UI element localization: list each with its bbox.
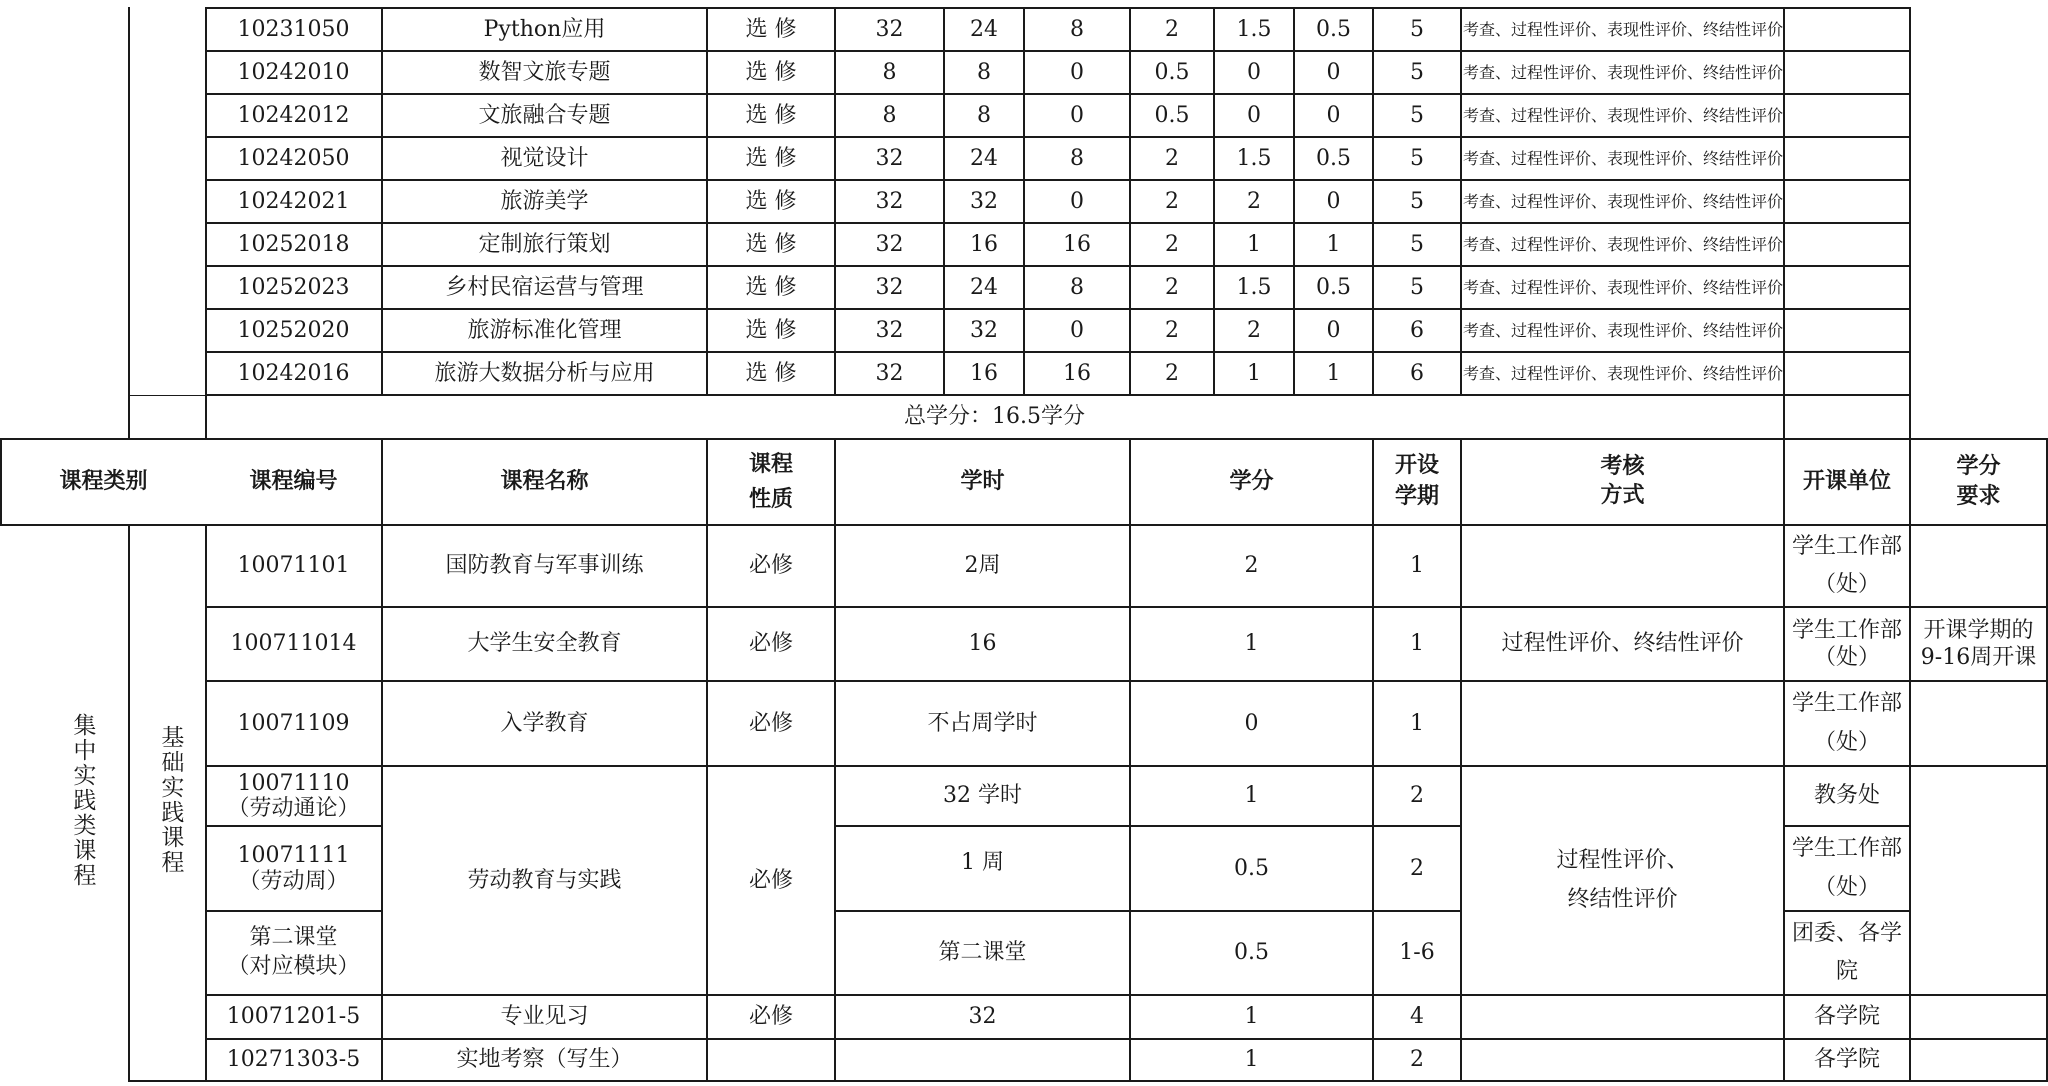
table-cell-theory-credit: 1.5 [1236,145,1272,171]
table-cell-credit: 2 [1165,188,1179,214]
table-cell-code: 10242021 [237,188,350,214]
table-cell-practice-credit: 0.5 [1316,145,1351,171]
table-cell-nature: 必修 [748,1004,793,1030]
table-cell-theory-credit: 0 [1247,59,1261,85]
header-term: 开设 学期 [1394,453,1439,509]
table-cell-code: 10071110 （劳动通论） [227,770,360,821]
header-name: 课程名称 [500,469,589,495]
table-cell-name: 旅游标准化管理 [467,317,622,343]
table-cell-nature: 选 修 [745,274,797,300]
table-cell-unit: 学生工作部 （处） [1791,533,1902,597]
table-cell-theory-hours: 16 [970,231,998,257]
table-cell-code: 第二课堂 （对应模块） [227,925,360,979]
table-cell-term: 5 [1410,188,1424,214]
table-cell-hours: 32 [875,16,904,42]
table-cell-theory-credit: 1 [1247,360,1261,386]
table-cell-hours: 不占周学时 [927,710,1038,736]
header-category: 课程类别 [59,469,148,495]
table-cell-code: 10252018 [237,231,350,257]
table-cell-assessment: 考查、过程性评价、表现性评价、终结性评价 [1462,234,1783,254]
table-cell-theory-hours: 16 [970,360,998,386]
table-cell-nature: 选 修 [745,360,797,386]
table-cell-code: 10242010 [237,59,350,85]
table-cell-practice-hours: 16 [1063,360,1091,386]
table-cell-credit: 2 [1165,360,1179,386]
table-cell-practice-hours: 8 [1070,16,1084,42]
table-cell-unit: 教务处 [1813,783,1880,809]
table-cell-practice-credit: 0 [1326,102,1341,128]
table-cell-practice-credit: 0 [1326,59,1341,85]
table-cell-hours: 32 学时 [943,783,1022,809]
table-cell-assessment: 考查、过程性评价、表现性评价、终结性评价 [1462,62,1783,82]
table-cell-term: 2 [1410,1047,1424,1073]
table-cell-practice-credit: 0.5 [1316,16,1351,42]
table-cell-theory-hours: 8 [977,59,991,85]
table-cell-credit: 0.5 [1154,59,1190,85]
table-cell-theory-credit: 1.5 [1236,274,1272,300]
table-cell-hours: 8 [882,59,897,85]
table-cell-term: 4 [1410,1004,1424,1030]
table-cell-credit: 0.5 [1234,855,1269,881]
category-label: 集中实践类课程 [69,712,96,888]
table-cell-hours: 32 [875,231,904,257]
table-cell-theory-hours: 24 [970,16,998,42]
table-cell-practice-hours: 8 [1070,274,1084,300]
table-cell-assessment: 考查、过程性评价、表现性评价、终结性评价 [1462,19,1783,39]
table-cell-hours: 32 [875,145,904,171]
header-hours: 学时 [960,469,1005,495]
table-cell-name: 实地考察（写生） [456,1047,633,1073]
table-cell-name: 乡村民宿运营与管理 [445,274,644,300]
table-cell-practice-hours: 8 [1070,145,1084,171]
table-cell-credit: 2 [1165,317,1179,343]
table-cell-code: 10242012 [237,102,350,128]
table-cell-name: 定制旅行策划 [478,231,611,257]
table-cell-nature [708,1040,834,1080]
table-cell-assessment [1462,682,1783,765]
table-cell-term: 6 [1410,317,1424,343]
table-cell-code: 10071109 [237,710,350,736]
table-cell-hours: 32 [875,274,904,300]
table-cell-nature: 选 修 [745,231,797,257]
header-credit: 学分 [1229,469,1274,495]
table-cell-assessment: 过程性评价、终结性评价 [1501,631,1744,657]
table-cell-term: 5 [1410,59,1424,85]
labor-group-assessment: 过程性评价、 终结性评价 [1556,848,1689,912]
table-cell-theory-credit: 1.5 [1236,16,1272,42]
table-cell-term: 1-6 [1399,940,1435,966]
table-cell-term: 5 [1410,102,1424,128]
table-cell-practice-credit: 1 [1326,360,1341,386]
header-unit: 开课单位 [1802,469,1891,495]
table-cell-theory-hours: 8 [977,102,991,128]
table-cell-code: 10242016 [237,360,350,386]
table-cell-name: 入学教育 [500,710,589,736]
table-cell-code: 10071101 [237,553,350,579]
table-cell-name: 大学生安全教育 [467,631,622,657]
table-cell-name: 数智文旅专题 [478,59,611,85]
table-cell-assessment: 考查、过程性评价、表现性评价、终结性评价 [1462,277,1783,297]
table-cell-hours: 32 [875,188,904,214]
table-cell-credit: 1 [1244,783,1259,809]
table-cell-unit: 各学院 [1813,1047,1880,1073]
table-cell-nature: 选 修 [745,16,797,42]
table-cell-practice-hours: 0 [1070,317,1084,343]
table-cell-assessment: 考查、过程性评价、表现性评价、终结性评价 [1462,191,1783,211]
table-cell-name: 专业见习 [500,1004,589,1030]
table-cell-unit: 学生工作部 （处） [1791,836,1902,900]
table-cell-theory-hours: 32 [970,317,998,343]
table-cell-term: 1 [1410,553,1424,579]
table-cell-credit: 1 [1244,1004,1259,1030]
table-cell-code: 10071201-5 [226,1004,361,1030]
table-cell-hours: 32 [875,360,904,386]
table-cell-term: 5 [1410,145,1424,171]
table-cell-requirement [1911,1040,2046,1080]
table-cell-nature: 选 修 [745,59,797,85]
table-cell-practice-hours: 0 [1070,59,1084,85]
table-cell-term: 5 [1410,16,1424,42]
table-cell-practice-hours: 16 [1063,231,1091,257]
table-cell-credit: 0.5 [1234,940,1269,966]
table-cell-credit: 0 [1244,710,1259,736]
table-cell-nature: 选 修 [745,145,797,171]
table-cell-assessment [1462,996,1783,1038]
table-cell-term: 1 [1410,710,1424,736]
table-cell-practice-credit: 0 [1326,188,1341,214]
table-cell-assessment: 考查、过程性评价、表现性评价、终结性评价 [1462,105,1783,125]
table-cell-practice-hours: 0 [1070,102,1084,128]
table-cell-theory-hours: 32 [970,188,998,214]
table-cell-name: 旅游大数据分析与应用 [434,360,655,386]
table-cell-credit: 2 [1165,16,1179,42]
header-code: 课程编号 [249,469,338,495]
table-cell-code: 10252023 [237,274,350,300]
table-cell-nature: 选 修 [745,188,797,214]
labor-group-name: 劳动教育与实践 [467,867,622,893]
table-cell-nature: 必修 [748,553,793,579]
table-cell-hours [836,1040,1129,1080]
table-cell-term: 5 [1410,231,1424,257]
table-cell-practice-credit: 0.5 [1316,274,1351,300]
table-cell-assessment: 考查、过程性评价、表现性评价、终结性评价 [1462,320,1783,340]
table-cell-term: 6 [1410,360,1424,386]
table-cell-practice-hours: 0 [1070,188,1084,214]
labor-group-nature: 必修 [748,867,793,893]
table-cell-name: 国防教育与军事训练 [445,553,644,579]
total-credits: 总学分：16.5学分 [904,404,1085,430]
table-cell-unit: 学生工作部 （处） [1791,617,1902,670]
table-cell-term: 2 [1410,855,1424,881]
table-cell-code: 10271303-5 [226,1047,361,1073]
table-cell-theory-credit: 2 [1247,317,1261,343]
table-cell-theory-hours: 24 [970,274,998,300]
table-cell-hours: 32 [968,1004,997,1030]
table-cell-credit: 2 [1165,274,1179,300]
table-cell-theory-credit: 0 [1247,102,1261,128]
table-cell-code: 10252020 [237,317,350,343]
table-cell-name: 文旅融合专题 [478,102,611,128]
table-cell-hours: 2周 [964,553,1001,579]
table-cell-code: 10242050 [237,145,350,171]
table-cell-name: Python应用 [483,16,606,42]
table-cell-unit: 学生工作部 （处） [1791,691,1902,755]
table-cell-credit: 2 [1244,553,1259,579]
table-cell-requirement [1911,996,2046,1038]
table-cell-requirement [1911,682,2046,765]
table-cell-name: 视觉设计 [500,145,589,171]
table-cell-nature: 必修 [748,631,793,657]
table-cell-credit: 0.5 [1154,102,1190,128]
table-cell-assessment: 考查、过程性评价、表现性评价、终结性评价 [1462,363,1783,383]
table-cell-requirement [1911,526,2046,606]
table-cell-practice-credit: 1 [1326,231,1341,257]
table-cell-assessment [1462,526,1783,606]
table-cell-code: 10231050 [237,16,350,42]
table-cell-hours: 16 [968,631,997,657]
subcategory-label: 基础实践课程 [157,725,184,875]
table-cell-hours: 第二课堂 [938,940,1027,966]
table-cell-unit: 各学院 [1813,1004,1880,1030]
table-cell-hours: 1 周 [961,850,1004,875]
header-nature: 课程 性质 [748,451,793,512]
table-cell-term: 2 [1410,783,1424,809]
table-cell-requirement: 开课学期的 9-16周开课 [1920,617,2037,670]
table-cell-credit: 2 [1165,231,1179,257]
header-assessment: 考核 方式 [1600,454,1645,508]
table-cell-theory-hours: 24 [970,145,998,171]
table-cell-code: 100711014 [230,631,357,657]
table-cell-term: 1 [1410,631,1424,657]
table-cell-nature: 选 修 [745,102,797,128]
table-cell-unit: 团委、各学 院 [1791,920,1902,984]
table-cell-nature: 必修 [748,710,793,736]
table-cell-hours: 8 [882,102,897,128]
table-cell-nature: 选 修 [745,317,797,343]
table-cell-term: 5 [1410,274,1424,300]
table-cell-theory-credit: 1 [1247,231,1261,257]
table-cell-theory-credit: 2 [1247,188,1261,214]
header-requirement: 学分 要求 [1956,454,2001,509]
table-cell-credit: 1 [1244,1047,1259,1073]
table-cell-assessment: 考查、过程性评价、表现性评价、终结性评价 [1462,148,1783,168]
table-cell-practice-credit: 0 [1326,317,1341,343]
table-cell-hours: 32 [875,317,904,343]
table-cell-credit: 1 [1244,631,1259,657]
table-cell-credit: 2 [1165,145,1179,171]
table-cell-code: 10071111 （劳动周） [237,843,350,894]
table-cell-assessment [1462,1040,1783,1080]
table-cell-name: 旅游美学 [500,188,589,214]
